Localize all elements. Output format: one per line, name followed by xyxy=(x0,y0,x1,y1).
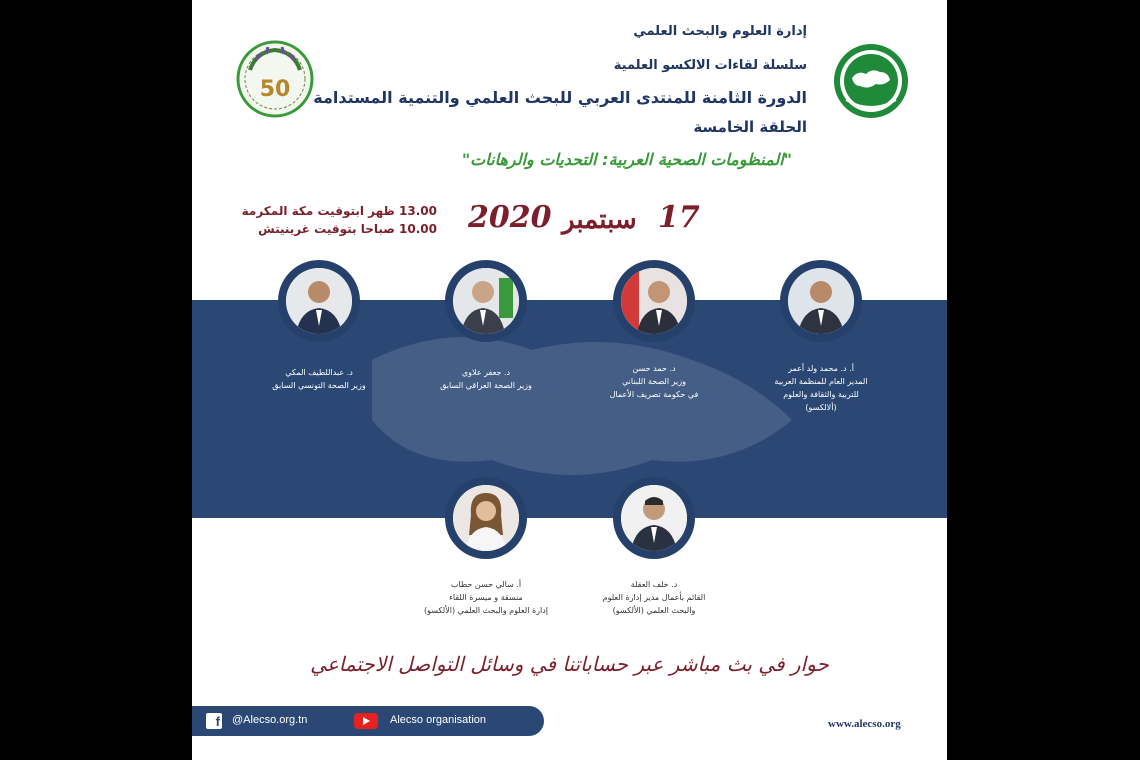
speaker-photo-4 xyxy=(278,260,360,342)
speaker-5-role: القائم بأعمال مدير إدارة العلوم xyxy=(602,593,706,602)
speaker-photo-6 xyxy=(445,477,527,559)
speaker-6-role: منسقة و ميسرة اللقاء xyxy=(449,593,523,602)
date-year: 2020 xyxy=(468,200,552,235)
episode-title: الحلقة الخامسة xyxy=(693,118,807,136)
live-broadcast-text: حوار في بث مباشر عبر حساباتنا في وسائل التواصل الاجتماعي xyxy=(310,652,829,676)
speaker-1-role: المدير العام للمنظمة العربية xyxy=(774,377,868,386)
speaker-photo-5 xyxy=(613,477,695,559)
social-bar xyxy=(192,706,544,736)
speaker-caption-2 xyxy=(579,362,729,401)
series-title: سلسلة لقاءات الالكسو العلمية xyxy=(613,58,807,73)
facebook-icon[interactable]: f xyxy=(206,713,222,729)
speaker-1-name: أ. د. محمد ولد أعمر xyxy=(788,364,854,373)
event-poster xyxy=(192,0,947,760)
speaker-caption-4 xyxy=(244,366,394,392)
speaker-caption-3 xyxy=(411,366,561,392)
speaker-1-role-2: للتربية والثقافة والعلوم xyxy=(783,390,859,399)
speaker-1-role-3: (ألالكسو) xyxy=(805,403,837,412)
speaker-photo-1 xyxy=(780,260,862,342)
speaker-3-role: وزير الصحة العراقي السابق xyxy=(440,381,532,390)
website-link[interactable]: www.alecso.org xyxy=(828,718,901,730)
time-mecca: 13.00 ظهر ابتوقيت مكة المكرمة xyxy=(241,204,437,218)
speaker-6-name: أ. سالي حسن حطاب xyxy=(450,580,522,589)
youtube-icon[interactable] xyxy=(354,713,378,729)
alecso-logo xyxy=(832,42,910,120)
session-title: الدورة الثامنة للمنتدى العربي للبحث العلمي والتنمية المستدامة xyxy=(313,88,807,107)
speaker-3-name: د. جعفر علاوي xyxy=(461,368,511,377)
anniversary-number: 50 xyxy=(259,77,291,102)
speaker-5-name: د. خلف العقلة xyxy=(630,580,678,589)
speaker-6-role-2: إدارة العلوم والبحث العلمي (الألكسو) xyxy=(423,606,549,615)
speaker-2-name: د. حمد حسن xyxy=(632,364,676,373)
department-title: إدارة العلوم والبحث العلمي xyxy=(633,24,807,39)
speaker-photo-2 xyxy=(613,260,695,342)
facebook-handle[interactable]: @Alecso.org.tn xyxy=(232,714,308,726)
speaker-2-role: وزير الصحة اللبناني xyxy=(622,377,686,386)
speaker-caption-1 xyxy=(746,362,896,414)
time-gmt: 10.00 صباحا بتوقيت غرينيتش xyxy=(258,222,437,236)
speaker-photo-3 xyxy=(445,260,527,342)
topic-title: "المنظومات الصحية العربية: التحديات والرهانات" xyxy=(461,150,792,169)
speaker-5-role-2: والبحث العلمي (الألكسو) xyxy=(612,606,696,615)
date-month: سبتمبر xyxy=(562,205,637,235)
speaker-4-role: وزير الصحة التونسي السابق xyxy=(272,381,366,390)
speaker-caption-6 xyxy=(406,578,566,617)
speaker-caption-5 xyxy=(579,578,729,617)
anniversary-logo xyxy=(236,40,314,118)
speaker-2-role-2: في حكومة تصريف الأعمال xyxy=(609,390,699,399)
date-day: 17 xyxy=(658,200,700,235)
speaker-4-name: د. عبداللطيف المكي xyxy=(285,368,353,377)
youtube-channel[interactable]: Alecso organisation xyxy=(390,714,487,726)
